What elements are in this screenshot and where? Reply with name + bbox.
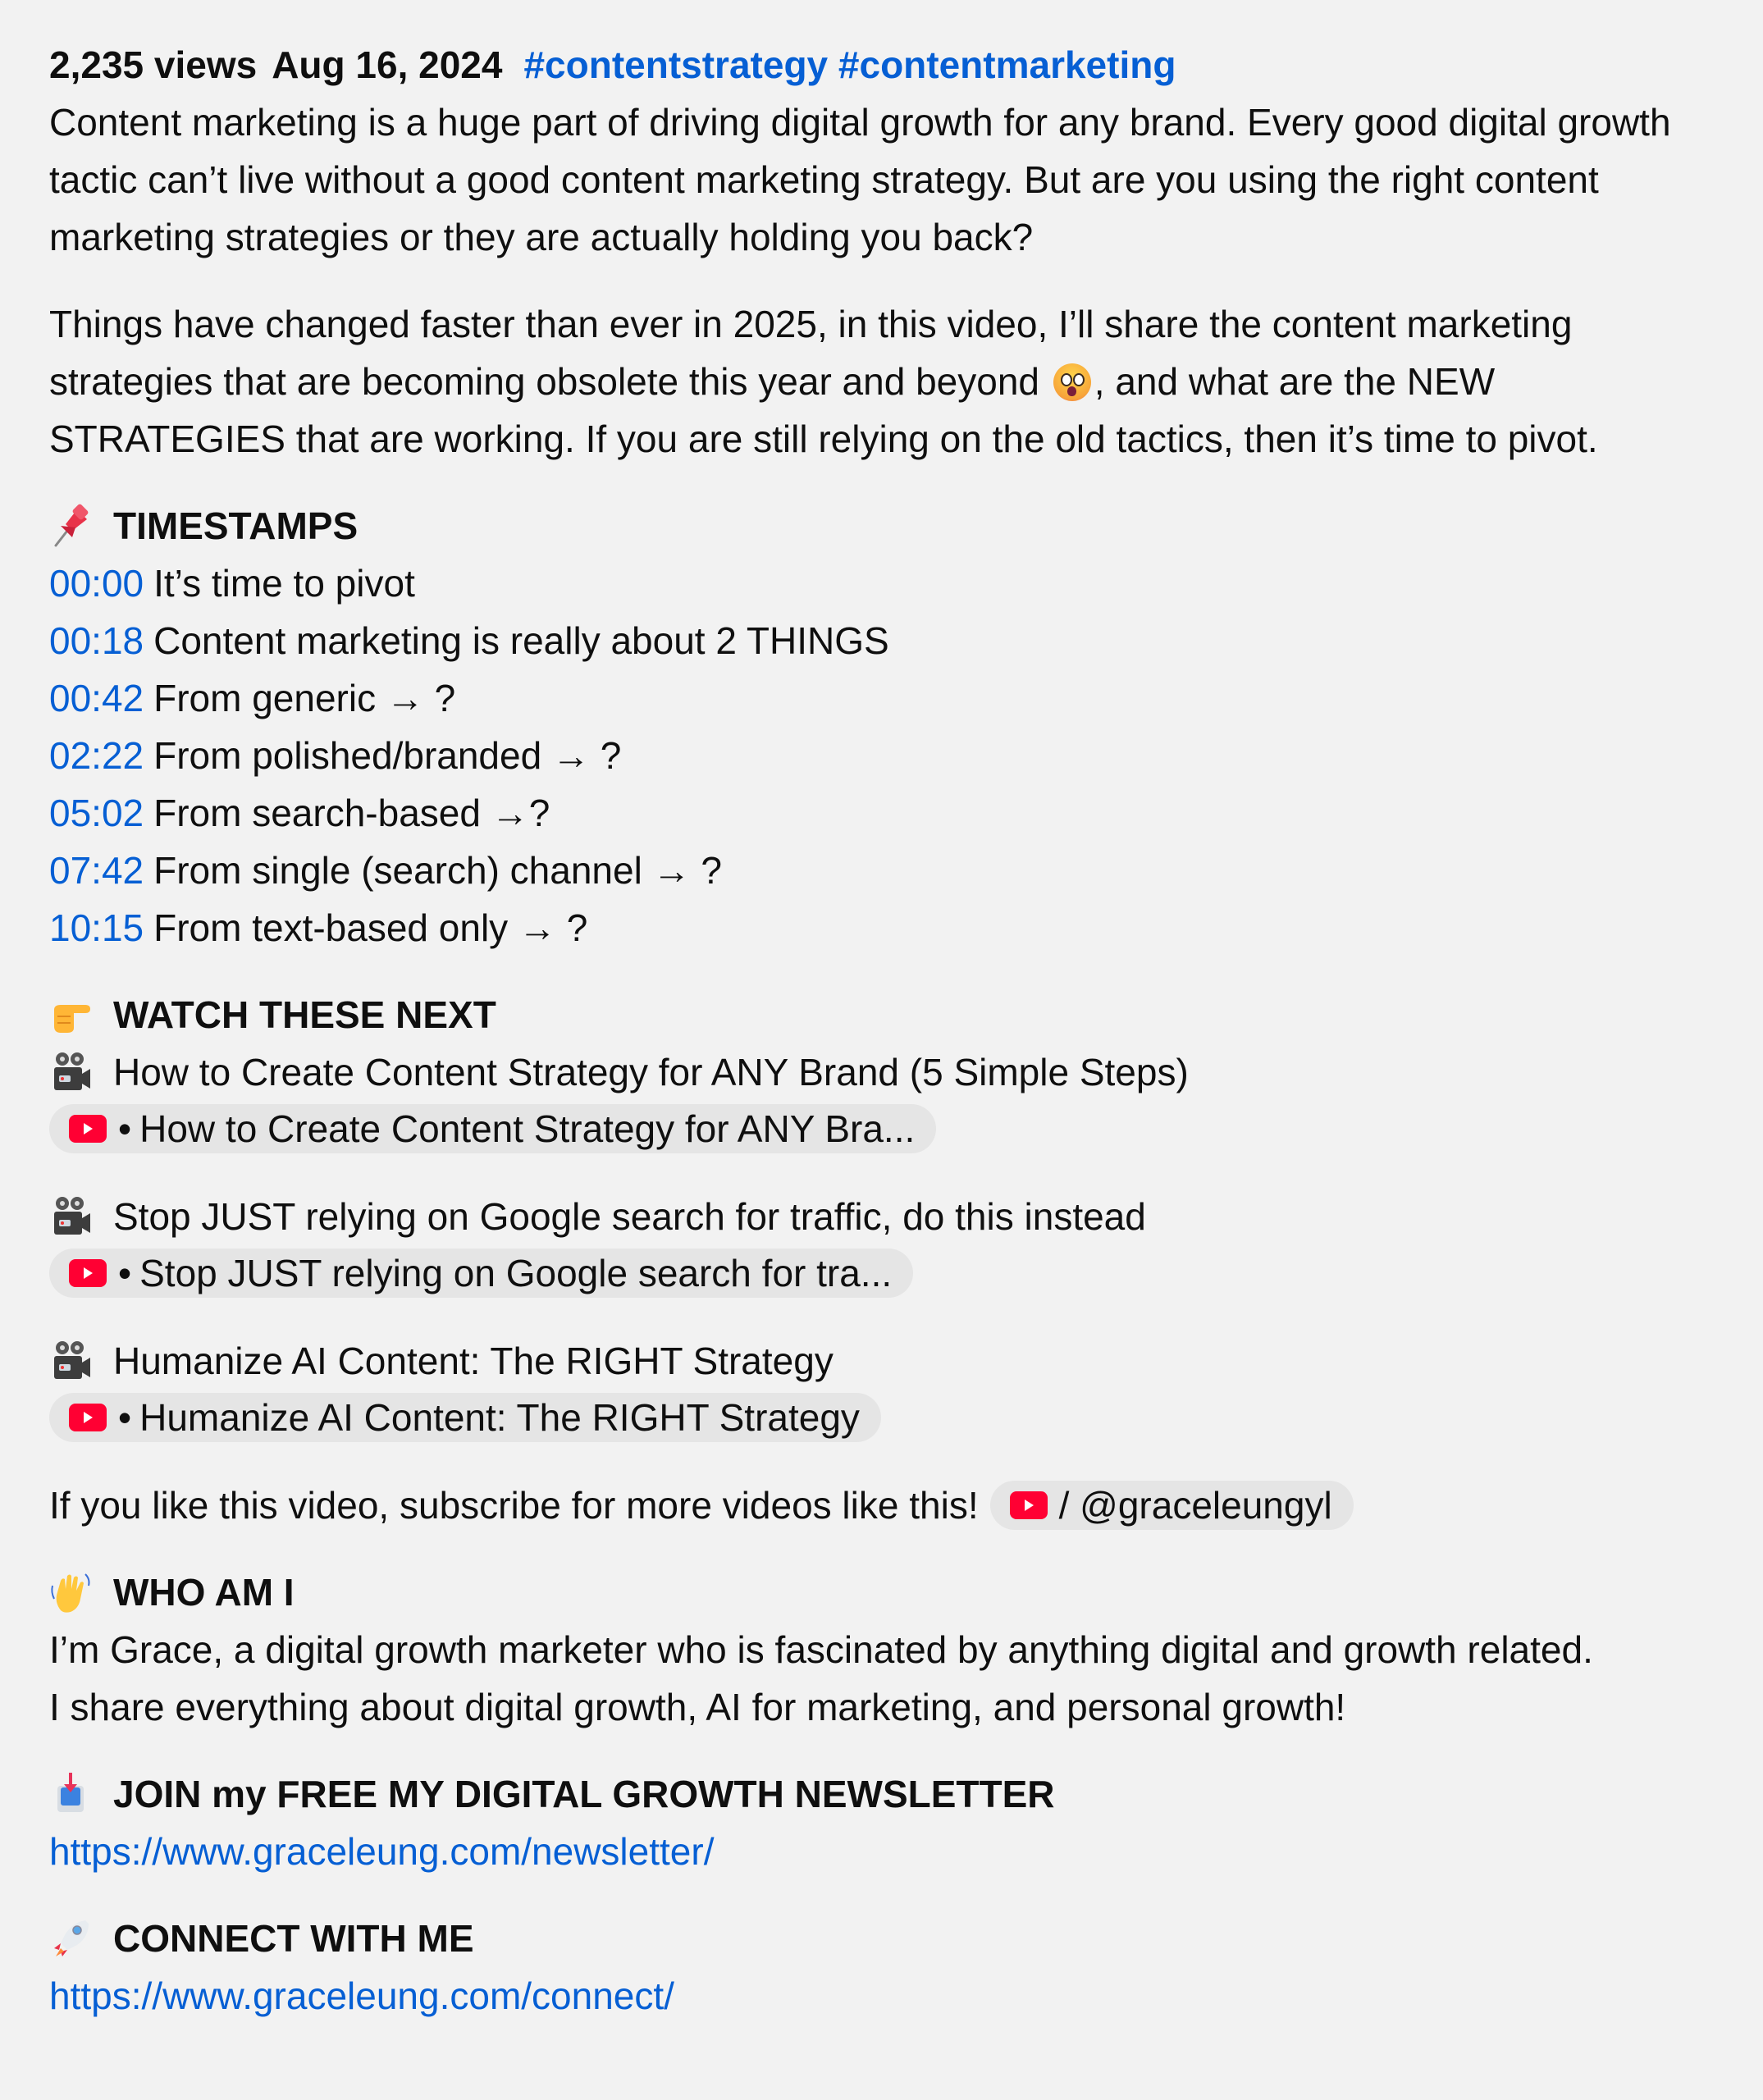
timestamps-section xyxy=(49,497,1731,956)
bullet-separator: • xyxy=(118,1252,132,1294)
timestamp-label: From generic → ? xyxy=(153,677,456,719)
intro-paragraph-2-part-2: , and what are the NEW STRATEGIES that are working. If you are still relying on the old tactics, then it’s time to pivot. xyxy=(49,360,1598,460)
recommended-video-chip[interactable] xyxy=(49,1249,913,1298)
timestamp-label: From polished/branded → ? xyxy=(153,734,622,777)
description-meta xyxy=(49,36,1731,94)
subscribe-line xyxy=(49,1477,1731,1534)
recommended-video-title xyxy=(49,1043,1731,1101)
connect-heading xyxy=(49,1910,1731,1967)
view-count: 2,235 views xyxy=(49,43,258,86)
timestamp-link[interactable]: 10:15 xyxy=(49,906,144,949)
recommended-video-3 xyxy=(49,1332,1731,1447)
watch-next-section xyxy=(49,986,1731,1447)
recommended-video-title-text: Humanize AI Content: The RIGHT Strategy xyxy=(113,1340,834,1382)
timestamp-link[interactable]: 07:42 xyxy=(49,849,144,892)
chip-label: Humanize AI Content: The RIGHT Strategy xyxy=(139,1396,860,1439)
recommended-video-title-text: How to Create Content Strategy for ANY Brand (5 Simple Steps) xyxy=(113,1051,1189,1093)
recommended-video-title xyxy=(49,1188,1731,1245)
movie-camera-icon xyxy=(49,1049,92,1095)
video-description xyxy=(49,36,1731,2025)
movie-camera-icon xyxy=(49,1194,92,1239)
timestamp-row xyxy=(49,899,1731,956)
scared-face-emoji-icon xyxy=(1053,363,1091,401)
timestamp-link[interactable]: 00:18 xyxy=(49,619,144,662)
channel-handle: / @graceleungyl xyxy=(1058,1484,1332,1527)
timestamp-row xyxy=(49,555,1731,612)
recommended-video-1 xyxy=(49,1043,1731,1158)
timestamp-link[interactable]: 00:42 xyxy=(49,677,144,719)
timestamps-heading xyxy=(49,497,1731,555)
timestamp-link[interactable]: 02:22 xyxy=(49,734,144,777)
bullet-separator: • xyxy=(118,1107,132,1150)
chip-label: Stop JUST relying on Google search for tra... xyxy=(139,1252,893,1294)
intro-paragraph-2 xyxy=(49,295,1731,468)
timestamp-label: From single (search) channel → ? xyxy=(153,849,722,892)
recommended-video-2 xyxy=(49,1188,1731,1303)
timestamp-row xyxy=(49,612,1731,669)
recommended-video-chip[interactable] xyxy=(49,1393,881,1442)
connect-section xyxy=(49,1910,1731,2025)
timestamps-title: TIMESTAMPS xyxy=(113,504,359,547)
youtube-icon xyxy=(69,1115,107,1143)
who-am-i-title: WHO AM I xyxy=(113,1571,295,1614)
intro-paragraph-2-part-1: Things have changed faster than ever in 2025, in this video, I’ll share the content marketing strategies that are becoming obsolete this year and beyond xyxy=(49,303,1573,403)
bio-line-1: I’m Grace, a digital growth marketer who is fascinated by anything digital and growth related. xyxy=(49,1628,1593,1671)
recommended-video-title xyxy=(49,1332,1731,1390)
timestamp-row xyxy=(49,669,1731,727)
timestamp-label: From text-based only → ? xyxy=(153,906,588,949)
chip-label: How to Create Content Strategy for ANY Bra... xyxy=(139,1107,916,1150)
recommended-video-title-text: Stop JUST relying on Google search for traffic, do this instead xyxy=(113,1195,1146,1238)
subscribe-text: If you like this video, subscribe for more videos like this! xyxy=(49,1484,979,1527)
connect-title: CONNECT WITH ME xyxy=(113,1917,474,1960)
bio-line-2: I share everything about digital growth, AI for marketing, and personal growth! xyxy=(49,1686,1346,1728)
timestamp-label: Content marketing is really about 2 THINGS xyxy=(153,619,889,662)
timestamp-label: It’s time to pivot xyxy=(153,562,415,605)
youtube-icon xyxy=(69,1404,107,1431)
timestamp-label: From search-based →? xyxy=(153,792,550,834)
newsletter-heading xyxy=(49,1765,1731,1823)
intro-paragraph-1: Content marketing is a huge part of driving digital growth for any brand. Every good digital growth tactic can’t live without a good content marketing strategy. But are you using the right content marketing strategies or they are actually holding you back? xyxy=(49,101,1671,258)
upload-date: Aug 16, 2024 xyxy=(272,43,503,86)
timestamp-row xyxy=(49,727,1731,784)
timestamp-row xyxy=(49,842,1731,899)
timestamp-link[interactable]: 00:00 xyxy=(49,562,144,605)
hashtag-contentstrategy[interactable]: #contentstrategy xyxy=(523,43,829,86)
channel-chip[interactable] xyxy=(990,1481,1354,1530)
watch-next-title: WATCH THESE NEXT xyxy=(113,993,496,1036)
pushpin-icon xyxy=(49,503,92,549)
timestamp-link[interactable]: 05:02 xyxy=(49,792,144,834)
inbox-tray-icon xyxy=(49,1771,92,1817)
bullet-separator: • xyxy=(118,1396,132,1439)
watch-next-heading xyxy=(49,986,1731,1043)
timestamp-row xyxy=(49,784,1731,842)
youtube-icon xyxy=(69,1259,107,1287)
newsletter-link[interactable]: https://www.graceleung.com/newsletter/ xyxy=(49,1830,715,1873)
rocket-icon xyxy=(49,1915,92,1961)
movie-camera-icon xyxy=(49,1338,92,1384)
who-am-i-heading xyxy=(49,1564,1731,1621)
recommended-video-chip[interactable] xyxy=(49,1104,936,1153)
hashtag-contentmarketing[interactable]: #contentmarketing xyxy=(838,43,1176,86)
newsletter-section xyxy=(49,1765,1731,1880)
waving-hand-icon xyxy=(49,1569,92,1615)
who-am-i-section xyxy=(49,1564,1731,1736)
newsletter-title: JOIN my FREE MY DIGITAL GROWTH NEWSLETTER xyxy=(113,1773,1055,1815)
connect-link[interactable]: https://www.graceleung.com/connect/ xyxy=(49,1974,674,2017)
pointing-right-hand-icon xyxy=(49,992,92,1038)
youtube-icon xyxy=(1010,1491,1048,1519)
